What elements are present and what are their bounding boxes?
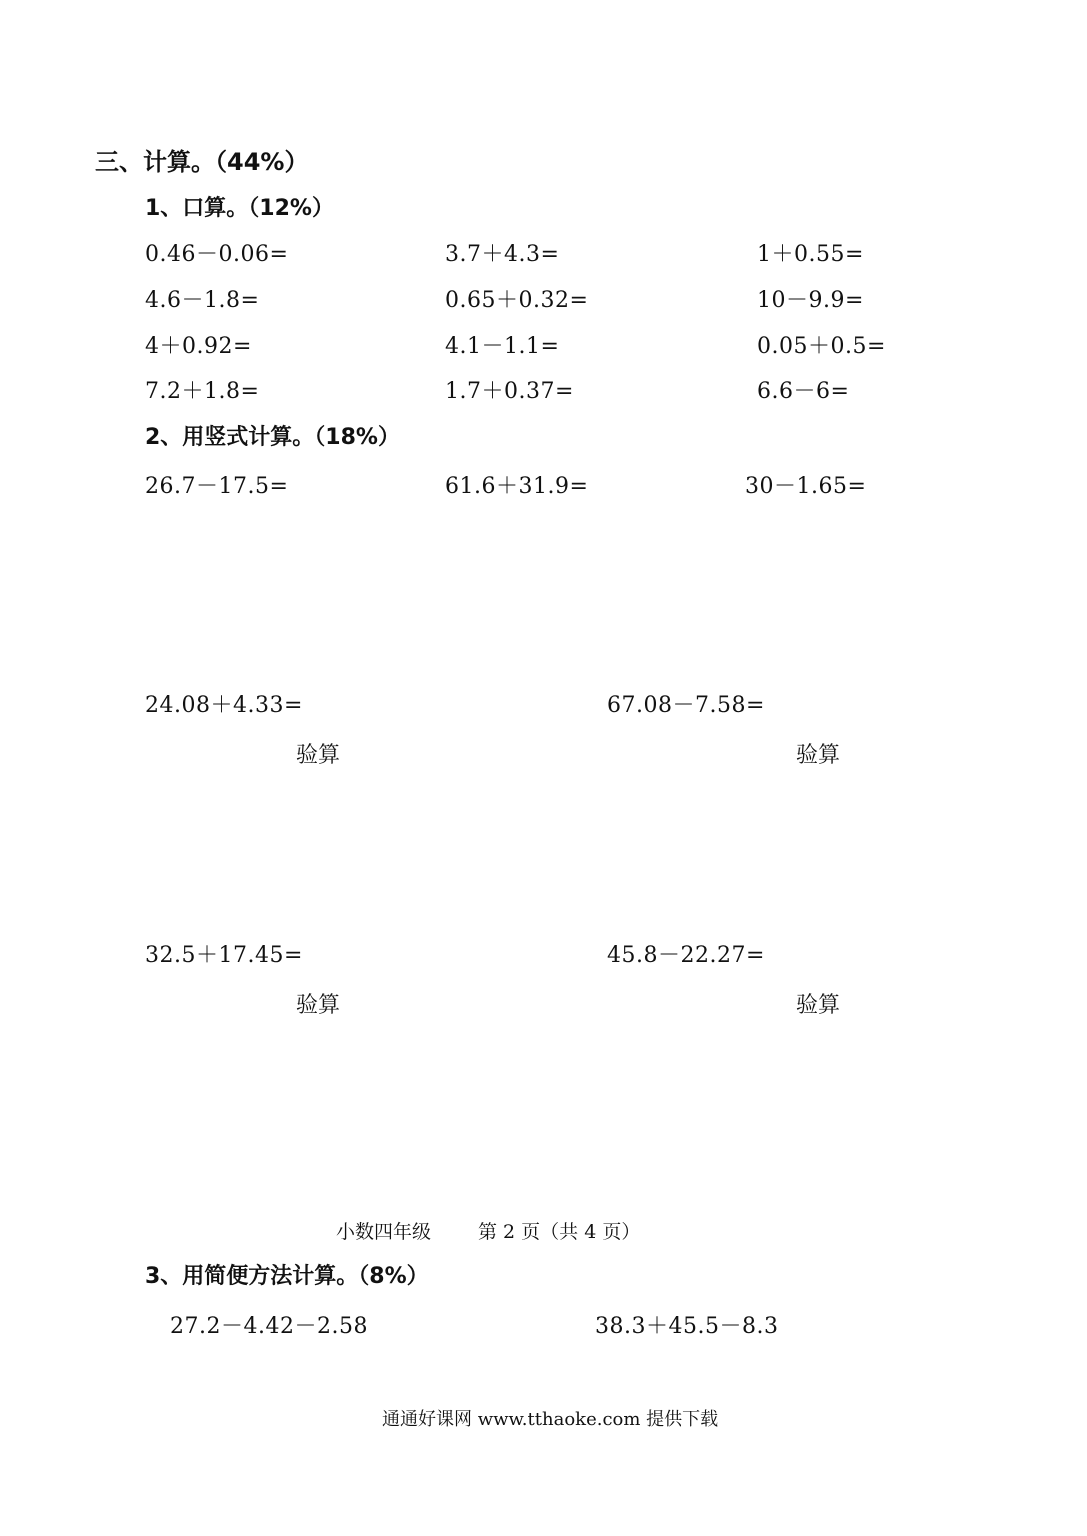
- vertical-problem: 30－1.65=: [745, 474, 867, 499]
- vertical-problem: 32.5＋17.45=: [145, 943, 303, 968]
- simplified-problem: 27.2－4.42－2.58: [170, 1314, 368, 1339]
- footer-page-info: 第 2 页（共 4 页）: [478, 1221, 641, 1243]
- vertical-problem: 24.08＋4.33=: [145, 693, 303, 718]
- vertical-problem: 45.8－22.27=: [607, 943, 765, 968]
- source-credit: 通通好课网 www.tthaoke.com 提供下载: [382, 1409, 719, 1430]
- oral-calc-title: 1、口算。（12%）: [145, 196, 334, 221]
- oral-problem: 0.65＋0.32=: [445, 288, 589, 313]
- vertical-problem: 26.7－17.5=: [145, 474, 289, 499]
- oral-problem: 1＋0.55=: [757, 242, 864, 267]
- vertical-problem: 61.6＋31.9=: [445, 474, 589, 499]
- oral-problem: 0.05＋0.5=: [757, 334, 886, 359]
- section-three-title: 三、计算。（44%）: [95, 148, 309, 176]
- footer-subject: 小数四年级: [336, 1221, 432, 1243]
- simplified-calc-title: 3、用简便方法计算。（8%）: [145, 1264, 429, 1289]
- check-label: 验算: [296, 743, 341, 768]
- oral-problem: 6.6－6=: [757, 379, 850, 404]
- check-label: 验算: [296, 993, 341, 1018]
- oral-problem: 4.1－1.1=: [445, 334, 560, 359]
- vertical-problem: 67.08－7.58=: [607, 693, 765, 718]
- check-label: 验算: [796, 993, 841, 1018]
- oral-problem: 10－9.9=: [757, 288, 864, 313]
- simplified-problem: 38.3＋45.5－8.3: [595, 1314, 779, 1339]
- check-label: 验算: [796, 743, 841, 768]
- oral-problem: 1.7＋0.37=: [445, 379, 574, 404]
- oral-problem: 7.2＋1.8=: [145, 379, 260, 404]
- oral-problem: 3.7＋4.3=: [445, 242, 560, 267]
- oral-problem: 4＋0.92=: [145, 334, 252, 359]
- oral-problem: 0.46－0.06=: [145, 242, 289, 267]
- vertical-calc-title: 2、用竖式计算。（18%）: [145, 425, 400, 450]
- oral-problem: 4.6－1.8=: [145, 288, 260, 313]
